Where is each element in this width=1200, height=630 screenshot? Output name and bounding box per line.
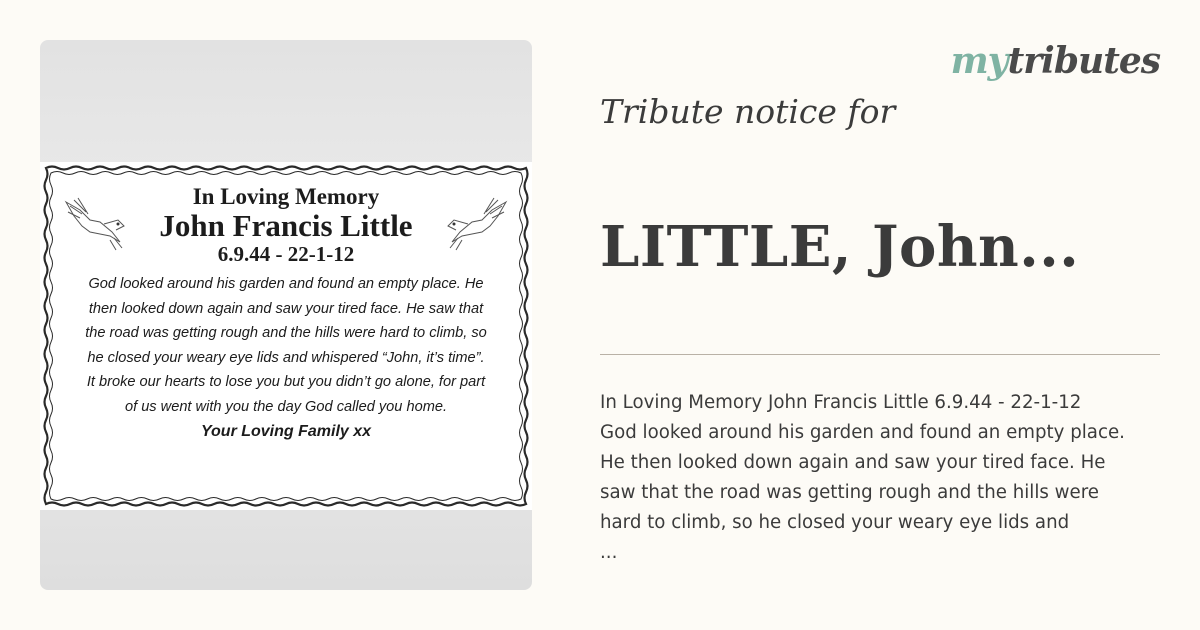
- excerpt-line: hard to climb, so he closed your weary eye lids and: [600, 512, 1070, 533]
- verse-line: It broke our hearts to lose you but you didn’t go alone, for part: [86, 374, 486, 390]
- notice-card: [40, 162, 532, 510]
- notice-name: John Francis Little: [159, 208, 413, 243]
- excerpt-line: God looked around his garden and found an empty place.: [600, 422, 1125, 443]
- notice-text: [64, 182, 508, 490]
- verse-line: God looked around his garden and found an empty place. He: [88, 276, 484, 292]
- notice-signoff: Your Loving Family xx: [200, 423, 372, 440]
- excerpt-line: In Loving Memory John Francis Little 6.9.44 - 22-1-12: [600, 392, 1082, 413]
- notice-verse: [64, 272, 508, 419]
- divider: [600, 354, 1160, 355]
- excerpt-line: He then looked down again and saw your tired face. He: [600, 452, 1106, 473]
- logo-part-tributes: tributes: [1007, 40, 1160, 82]
- mytributes-logo[interactable]: [951, 40, 1160, 82]
- notice-excerpt: [600, 388, 1192, 568]
- verse-line: then looked down again and saw your tired face. He saw that: [88, 300, 484, 317]
- logo-part-my: my: [950, 40, 1008, 82]
- deceased-name: LITTLE, John...: [600, 214, 1080, 280]
- verse-line: of us went with you the day God called you home.: [124, 398, 448, 415]
- notice-dates: 6.9.44 - 22-1-12: [217, 242, 355, 266]
- excerpt-line: saw that the road was getting rough and the hills were: [600, 482, 1099, 503]
- excerpt-ellipsis: ...: [600, 542, 618, 563]
- verse-line: the road was getting rough and the hills were hard to climb, so: [85, 325, 487, 341]
- notice-heading: In Loving Memory: [192, 184, 380, 209]
- tribute-label: Tribute notice for: [600, 92, 896, 131]
- notice-image: [40, 40, 532, 590]
- verse-line: he closed your weary eye lids and whispered “John, it’s time”.: [87, 349, 485, 366]
